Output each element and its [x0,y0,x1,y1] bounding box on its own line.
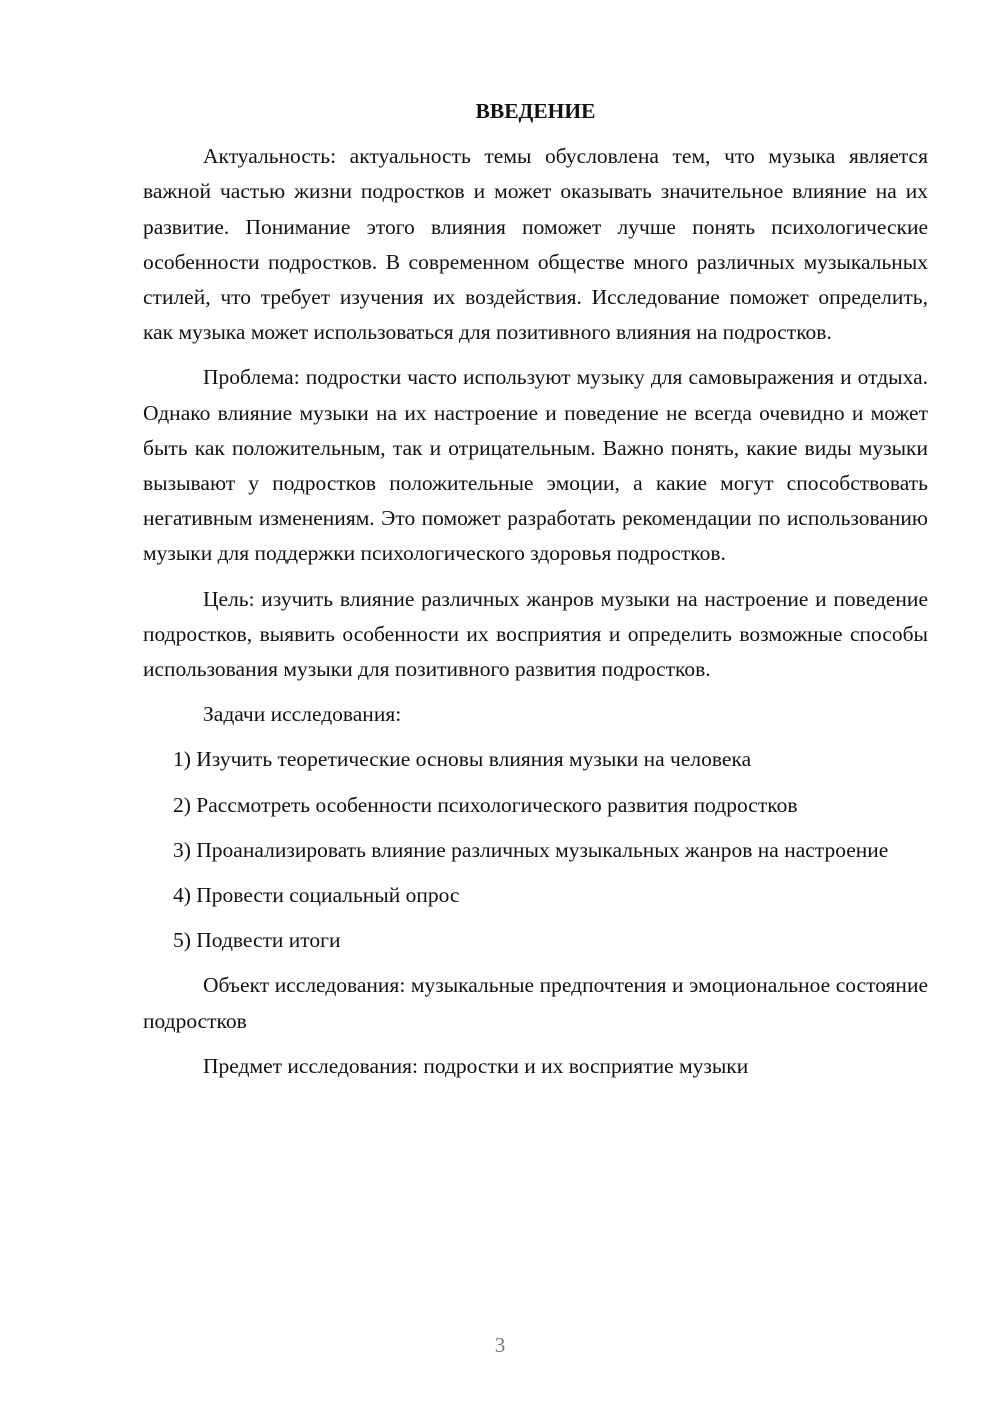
task-item-4: 4) Провести социальный опрос [173,883,460,908]
page-number: 3 [494,1333,506,1357]
paragraph-relevance: Актуальность: актуальность темы обусловлена тем, что музыка является важной частью жизни подростков и может оказывать значительное влияние на их развитие. Понимание этого влияния поможет лучше понять психологические особенности подростков. В современном обществе много различных музыкальных стилей, что требует изучения их воздействия. Исследование поможет определить, как музыка может использоваться для позитивного влияния на подростков. [143,144,928,345]
document-page [143,94,928,1094]
paragraph-goal: Цель: изучить влияние различных жанров музыки на настроение и поведение подростков, выявить особенности их восприятия и определить возможные способы использования музыки для позитивного развития подростков. [143,586,928,682]
paragraph-problem: Проблема: подростки часто используют музыку для самовыражения и отдыха. Однако влияние музыки на их настроение и поведение не всегда очевидно и может быть как положительным, так и отрицательным. Важно понять, какие виды музыки вызывают у подростков положительные эмоции, а какие могут способствовать негативным изменениям. Это поможет разработать рекомендации по использованию музыки для поддержки психологического здоровья подростков. [143,365,928,566]
paragraph-subject: Предмет исследования: подростки и их восприятие музыки [203,1053,749,1078]
task-item-5: 5) Подвести итоги [173,928,341,953]
paragraph-tasks-heading: Задачи исследования: [203,702,402,727]
paragraph-object: Объект исследования: музыкальные предпочтения и эмоциональное состояние подростков [143,973,928,1033]
task-item-2: 2) Рассмотреть особенности психологического развития подростков [173,792,798,817]
task-item-3: 3) Проанализировать влияние различных музыкальных жанров на настроение [173,837,889,862]
task-item-1: 1) Изучить теоретические основы влияния музыки на человека [173,747,752,772]
page-title: ВВЕДЕНИЕ [475,99,596,123]
